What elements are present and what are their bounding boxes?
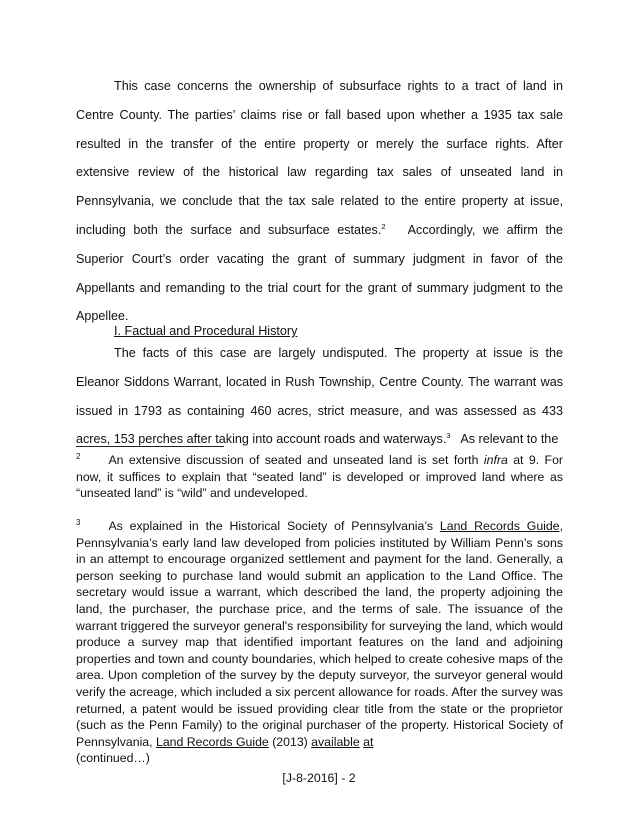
footnote-continued: (continued…) xyxy=(76,751,150,766)
paragraph-2-text-a: The facts of this case are largely undisputed. The property at issue is the Eleanor Siddons Warrant, located in Rush Township, Centre County. The warrant was issued in 1793 as containing 460 acres, strict measure, and was assessed as 433 acres, 153 perches after taking into account roads and waterways. xyxy=(76,346,563,447)
page-footer: [J-8-2016] - 2 xyxy=(282,771,356,785)
footnote-ref-3[interactable]: 3 xyxy=(446,431,451,441)
paragraph-2-text-b: As relevant to the xyxy=(460,432,559,447)
available-link[interactable]: available xyxy=(311,734,360,749)
paragraph-1 xyxy=(76,72,563,331)
footnote-2-number: 2 xyxy=(76,452,81,461)
land-records-guide-link[interactable]: Land Records Guide xyxy=(439,519,560,533)
footnote-2 xyxy=(76,452,563,502)
paragraph-1-text-b: Accordingly, we affirm the Superior Court’s order vacating the grant of summary judgment in favor of the Appellants and remanding to the trial court for the grant of summary judgment to the Appellee. xyxy=(76,222,563,324)
footnote-2-text-a: An extensive discussion of seated and unseated land is set forth xyxy=(108,453,479,467)
footnote-3-text-a: As explained in the Historical Society of Pennsylvania’s xyxy=(108,519,434,533)
footnote-3-year: (2013) xyxy=(272,734,308,749)
footnote-2-italic: infra xyxy=(483,453,508,467)
footnote-3 xyxy=(76,518,563,767)
footnote-ref-2[interactable]: 2 xyxy=(381,221,386,231)
at-link[interactable]: at xyxy=(363,734,374,749)
section-heading-text: I. Factual and Procedural History xyxy=(114,324,298,338)
paragraph-2 xyxy=(76,339,563,454)
footnote-separator xyxy=(76,446,224,447)
paragraph-1-text-a: This case concerns the ownership of subsurface rights to a tract of land in Centre County. The parties’ claims rise or fall based upon whether a 1935 tax sale resulted in the transfer of the entire property or merely the surface rights. After extensive review of the historical law regarding tax sales of unseated land in Pennsylvania, we conclude that the tax sale related to the entire property at issue, including both the surface and subsurface estates. xyxy=(76,79,563,237)
footnote-3-text-b: , Pennsylvania’s early land law developed from policies instituted by William Penn’s sons in an attempt to encourage organized settlement and payment for the land. Generally, a person seeking to purchase land would submit an application to the Land Office. The secretary would issue a warrant, which described the land, the property adjoining the land, the purchaser, the purchase price, and the terms of sale. The issuance of the warrant triggered the surveyor general's responsibility for surveying the land, which would produce a survey map that identified important features on the land and adjoining properties and town and county boundaries, which helped to create cohesive maps of the area. Upon completion of the survey by the deputy surveyor, the surveyor general would verify the acreage, which included a six percent allowance for roads. After the survey was returned, a patent would be issued providing clear title from the state or the proprietor (such as the Penn Family) to the original purchaser of the property. Historical Society of Pennsylvania, xyxy=(76,519,563,749)
footnote-2-text-b: at 9. For now, it suffices to explain that “seated land” is developed or improved land where as “unseated land” is “wild” and undeveloped. xyxy=(76,453,564,501)
land-records-guide-link-2[interactable]: Land Records Guide xyxy=(155,734,269,749)
footnote-3-number: 3 xyxy=(76,518,81,527)
